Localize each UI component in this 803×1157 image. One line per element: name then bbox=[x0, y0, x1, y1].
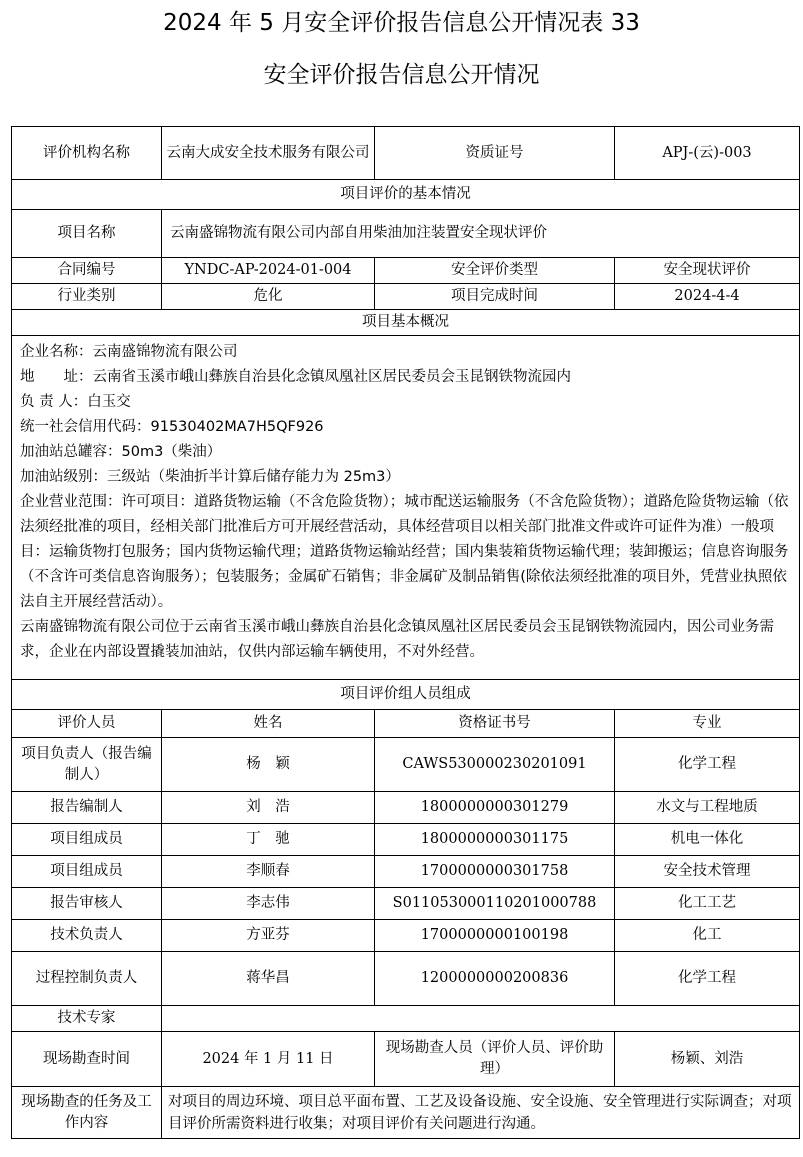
overview-tank-capacity: 加油站总罐容：50m3（柴油） bbox=[20, 444, 222, 460]
member-cert: 1800000000301175 bbox=[375, 824, 615, 856]
expert-label: 技术专家 bbox=[12, 1006, 162, 1032]
member-major: 水文与工程地质 bbox=[615, 792, 800, 824]
survey-task-value: 对项目的周边环境、项目总平面布置、工艺及设备设施、安全设施、安全管理进行实际调查；对项目评价所需资料进行收集；对项目评价有关问题进行沟通。 bbox=[162, 1087, 800, 1139]
member-role: 报告编制人 bbox=[12, 792, 162, 824]
team-header-cert: 资格证书号 bbox=[375, 710, 615, 738]
overview-content bbox=[12, 336, 800, 680]
member-name: 丁 驰 bbox=[162, 824, 375, 856]
basic-section-row bbox=[12, 180, 800, 210]
member-cert: S011053000110201000788 bbox=[375, 888, 615, 920]
survey-staff-label: 现场勘查人员（评价人员、评价助理） bbox=[375, 1032, 615, 1087]
survey-task-label: 现场勘查的任务及工作内容 bbox=[12, 1087, 162, 1139]
overview-owner: 负 责 人：白玉交 bbox=[20, 394, 131, 410]
finish-label: 项目完成时间 bbox=[375, 284, 615, 310]
overview-company: 企业名称：云南盛锦物流有限公司 bbox=[20, 344, 238, 360]
overview-business-scope: 企业营业范围：许可项目：道路货物运输（不含危险货物）；城市配送运输服务（不含危险货物）；道路危险货物运输（依法须经批准的项目，经相关部门批准后方可开展经营活动，具体经营项目以相关部门批准文件或许可证件为准）一般项目：运输货物打包服务；国内货物运输代理；道路货物运输站经营；国内集装箱货物运输代理；装卸搬运；信息咨询服务（不含许可类信息咨询服务）；包装服务；金属矿石销售；非金属矿及制品销售(除依法须经批准的项目外，凭营业执照依法自主开展经营活动）。 bbox=[20, 494, 789, 610]
member-role: 技术负责人 bbox=[12, 920, 162, 952]
member-role: 项目负责人（报告编制人） bbox=[12, 738, 162, 792]
task-row bbox=[12, 1087, 800, 1139]
member-major: 机电一体化 bbox=[615, 824, 800, 856]
overview-section-row bbox=[12, 310, 800, 336]
eval-type-label: 安全评价类型 bbox=[375, 258, 615, 284]
team-section-row bbox=[12, 680, 800, 710]
table-row bbox=[12, 792, 800, 824]
org-value: 云南大成安全技术服务有限公司 bbox=[162, 127, 375, 180]
member-name: 李顺春 bbox=[162, 856, 375, 888]
member-cert: 1700000000100198 bbox=[375, 920, 615, 952]
project-name-label: 项目名称 bbox=[12, 210, 162, 258]
overview-credit-code: 统一社会信用代码：91530402MA7H5QF926 bbox=[20, 419, 324, 435]
basic-section-header: 项目评价的基本情况 bbox=[12, 180, 800, 210]
member-cert: CAWS530000230201091 bbox=[375, 738, 615, 792]
member-role: 报告审核人 bbox=[12, 888, 162, 920]
overview-station-level: 加油站级别：三级站（柴油折半计算后储存能力为 25m3） bbox=[20, 469, 400, 485]
member-name: 刘 浩 bbox=[162, 792, 375, 824]
industry-value: 危化 bbox=[162, 284, 375, 310]
member-role: 项目组成员 bbox=[12, 824, 162, 856]
contract-label: 合同编号 bbox=[12, 258, 162, 284]
team-header-role: 评价人员 bbox=[12, 710, 162, 738]
eval-type-value: 安全现状评价 bbox=[615, 258, 800, 284]
survey-time-value: 2024 年 1 月 11 日 bbox=[162, 1032, 375, 1087]
project-name-value: 云南盛锦物流有限公司内部自用柴油加注装置安全现状评价 bbox=[162, 210, 800, 258]
org-row bbox=[12, 127, 800, 180]
expert-row bbox=[12, 1006, 800, 1032]
finish-value: 2024-4-4 bbox=[615, 284, 800, 310]
table-row bbox=[12, 738, 800, 792]
member-cert: 1800000000301279 bbox=[375, 792, 615, 824]
table-row bbox=[12, 856, 800, 888]
member-role: 项目组成员 bbox=[12, 856, 162, 888]
member-major: 化工 bbox=[615, 920, 800, 952]
member-name: 李志伟 bbox=[162, 888, 375, 920]
table-row bbox=[12, 824, 800, 856]
team-header-row bbox=[12, 710, 800, 738]
document-title: 2024 年 5 月安全评价报告信息公开情况表 33 bbox=[163, 10, 640, 36]
member-cert: 1700000000301758 bbox=[375, 856, 615, 888]
industry-row bbox=[12, 284, 800, 310]
overview-section-header: 项目基本概况 bbox=[12, 310, 800, 336]
survey-time-label: 现场勘查时间 bbox=[12, 1032, 162, 1087]
member-major: 化学工程 bbox=[615, 738, 800, 792]
expert-value bbox=[162, 1006, 800, 1032]
member-role: 过程控制负责人 bbox=[12, 952, 162, 1006]
team-section-header: 项目评价组人员组成 bbox=[12, 680, 800, 710]
overview-address: 地 址：云南省玉溪市峨山彝族自治县化念镇凤凰社区居民委员会玉昆钢铁物流园内 bbox=[20, 369, 571, 385]
member-major: 化工工艺 bbox=[615, 888, 800, 920]
table-row bbox=[12, 888, 800, 920]
member-cert: 1200000000200836 bbox=[375, 952, 615, 1006]
contract-value: YNDC-AP-2024-01-004 bbox=[162, 258, 375, 284]
document-subtitle: 安全评价报告信息公开情况 bbox=[263, 62, 540, 88]
survey-staff-value: 杨颖、刘浩 bbox=[615, 1032, 800, 1087]
org-label: 评价机构名称 bbox=[12, 127, 162, 180]
member-major: 安全技术管理 bbox=[615, 856, 800, 888]
overview-row bbox=[12, 336, 800, 680]
member-name: 杨 颖 bbox=[162, 738, 375, 792]
disclosure-table bbox=[11, 126, 800, 1139]
overview-description: 云南盛锦物流有限公司位于云南省玉溪市峨山彝族自治县化念镇凤凰社区居民委员会玉昆钢铁物流园内，因公司业务需求，企业在内部设置撬装加油站，仅供内部运输车辆使用，不对外经营。 bbox=[20, 619, 774, 660]
cert-value: APJ-(云)-003 bbox=[615, 127, 800, 180]
cert-label: 资质证号 bbox=[375, 127, 615, 180]
industry-label: 行业类别 bbox=[12, 284, 162, 310]
contract-row bbox=[12, 258, 800, 284]
member-major: 化学工程 bbox=[615, 952, 800, 1006]
team-header-name: 姓名 bbox=[162, 710, 375, 738]
survey-row bbox=[12, 1032, 800, 1087]
member-name: 蒋华昌 bbox=[162, 952, 375, 1006]
project-name-row bbox=[12, 210, 800, 258]
team-header-major: 专业 bbox=[615, 710, 800, 738]
table-row bbox=[12, 920, 800, 952]
member-name: 方亚芬 bbox=[162, 920, 375, 952]
table-row bbox=[12, 952, 800, 1006]
